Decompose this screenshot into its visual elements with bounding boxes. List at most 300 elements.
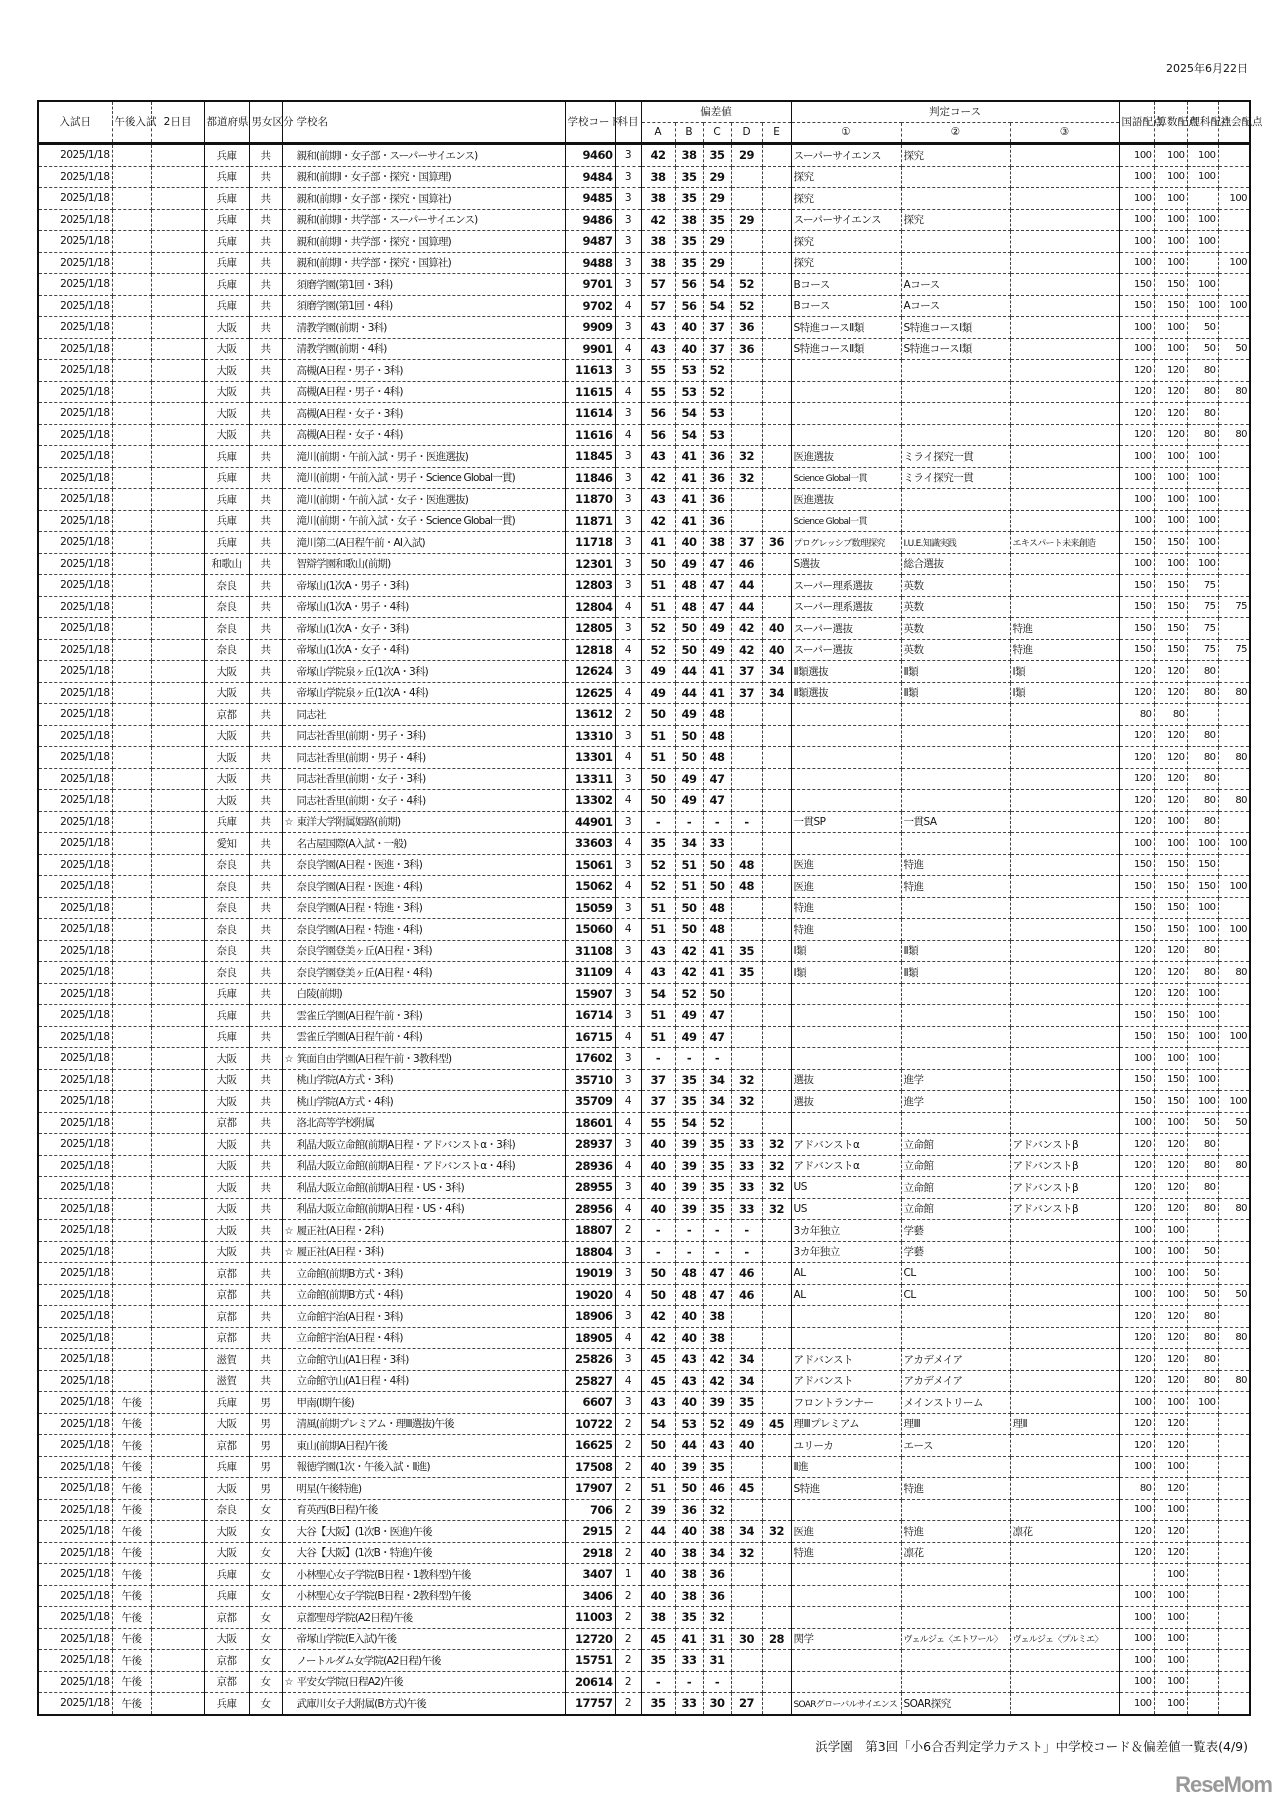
date-cell: 2025/1/18 <box>38 854 112 876</box>
table-row <box>38 596 1250 618</box>
dev-b-cell: 50 <box>675 639 703 661</box>
dev-c-cell: 41 <box>703 962 731 984</box>
subject-count-cell: 2 <box>615 1628 641 1650</box>
header-dev-e: E <box>762 123 791 144</box>
gender-cell: 男 <box>249 1456 282 1478</box>
course-1-cell: 選抜 <box>791 1091 901 1113</box>
points-sci-cell: 75 <box>1187 639 1218 661</box>
course-1-cell: AL <box>791 1284 901 1306</box>
points-sci-cell: 80 <box>1187 747 1218 769</box>
course-3-cell <box>1010 1585 1119 1607</box>
dev-e-cell <box>762 467 791 489</box>
dev-e-cell <box>762 424 791 446</box>
prefecture-cell: 大阪 <box>204 403 249 425</box>
table-row <box>38 1456 1250 1478</box>
pm-cell <box>112 596 151 618</box>
course-1-cell <box>791 360 901 382</box>
dev-e-cell <box>762 919 791 941</box>
school-code-cell: 13302 <box>565 790 615 812</box>
day2-cell <box>151 876 204 898</box>
date-cell: 2025/1/18 <box>38 747 112 769</box>
date-cell: 2025/1/18 <box>38 1306 112 1328</box>
course-2-cell <box>901 1607 1010 1629</box>
dev-c-cell: 41 <box>703 682 731 704</box>
points-soc-cell: 100 <box>1218 1091 1250 1113</box>
points-sci-cell: 100 <box>1187 1392 1218 1414</box>
dev-a-cell: 40 <box>641 1134 675 1156</box>
dev-c-cell: 36 <box>703 489 731 511</box>
dev-c-cell: 39 <box>703 1392 731 1414</box>
school-name-cell <box>282 811 565 833</box>
dev-b-cell: 38 <box>675 1585 703 1607</box>
prefecture-cell: 大阪 <box>204 424 249 446</box>
course-1-cell: S特進コースⅡ類 <box>791 317 901 339</box>
course-1-cell: スーパー選抜 <box>791 618 901 640</box>
gender-cell: 共 <box>249 403 282 425</box>
day2-cell <box>151 1650 204 1672</box>
school-code-cell: 12818 <box>565 639 615 661</box>
dev-a-cell: 51 <box>641 596 675 618</box>
subject-count-cell: 4 <box>615 1155 641 1177</box>
prefecture-cell: 大阪 <box>204 1198 249 1220</box>
dev-e-cell <box>762 704 791 726</box>
gender-cell: 共 <box>249 1069 282 1091</box>
school-name-cell <box>282 317 565 339</box>
day2-cell <box>151 1521 204 1543</box>
points-soc-cell <box>1218 144 1250 167</box>
points-math-cell: 150 <box>1154 876 1187 898</box>
pm-cell <box>112 768 151 790</box>
points-jp-cell: 120 <box>1119 381 1154 403</box>
points-jp-cell: 100 <box>1119 1284 1154 1306</box>
school-name: 立命館宇治(A日程・3科) <box>296 1310 403 1323</box>
pm-cell: 午後 <box>112 1499 151 1521</box>
table-row <box>38 704 1250 726</box>
dev-b-cell: 56 <box>675 295 703 317</box>
prefecture-cell: 和歌山 <box>204 553 249 575</box>
dev-d-cell <box>731 897 762 919</box>
school-name-cell <box>282 1220 565 1242</box>
points-soc-cell <box>1218 854 1250 876</box>
dev-e-cell <box>762 274 791 296</box>
points-jp-cell: 100 <box>1119 166 1154 188</box>
school-code-cell: 706 <box>565 1499 615 1521</box>
points-sci-cell: 100 <box>1187 553 1218 575</box>
subject-count-cell: 4 <box>615 1112 641 1134</box>
school-name: 大谷【大阪】(1次B・医進)午後 <box>296 1525 432 1538</box>
dev-a-cell: 38 <box>641 252 675 274</box>
points-jp-cell: 150 <box>1119 854 1154 876</box>
course-3-cell <box>1010 1542 1119 1564</box>
course-3-cell: エキスパート未来創造 <box>1010 532 1119 554</box>
course-2-cell <box>901 188 1010 210</box>
pm-cell: 午後 <box>112 1392 151 1414</box>
subject-count-cell: 2 <box>615 1693 641 1715</box>
points-sci-cell: 80 <box>1187 661 1218 683</box>
course-1-cell: 3カ年独立 <box>791 1220 901 1242</box>
pm-cell <box>112 983 151 1005</box>
table-row <box>38 467 1250 489</box>
course-3-cell <box>1010 295 1119 317</box>
table-row <box>38 295 1250 317</box>
school-name-cell <box>282 833 565 855</box>
school-name: 雲雀丘学園(A日程午前・3科) <box>296 1009 423 1022</box>
dev-e-cell <box>762 209 791 231</box>
subject-count-cell: 1 <box>615 1564 641 1586</box>
gender-cell: 共 <box>249 446 282 468</box>
dev-b-cell: 50 <box>675 919 703 941</box>
dev-b-cell: 39 <box>675 1177 703 1199</box>
school-code-cell: 12720 <box>565 1628 615 1650</box>
dev-c-cell: 49 <box>703 618 731 640</box>
dev-a-cell: 52 <box>641 854 675 876</box>
day2-cell <box>151 532 204 554</box>
course-1-cell <box>791 1048 901 1070</box>
table-row <box>38 424 1250 446</box>
school-name: 桃山学院(A方式・3科) <box>296 1074 393 1087</box>
school-name: 立命館宇治(A日程・4科) <box>296 1332 403 1345</box>
subject-count-cell: 3 <box>615 532 641 554</box>
day2-cell <box>151 962 204 984</box>
points-jp-cell: 100 <box>1119 1628 1154 1650</box>
day2-cell <box>151 338 204 360</box>
pm-cell: 午後 <box>112 1585 151 1607</box>
dev-d-cell: 27 <box>731 1693 762 1715</box>
dev-b-cell: 39 <box>675 1456 703 1478</box>
course-3-cell <box>1010 360 1119 382</box>
dev-d-cell: 34 <box>731 1370 762 1392</box>
dev-e-cell: 34 <box>762 682 791 704</box>
points-soc-cell: 80 <box>1218 790 1250 812</box>
prefecture-cell: 奈良 <box>204 897 249 919</box>
dev-b-cell: 53 <box>675 381 703 403</box>
gender-cell: 共 <box>249 1134 282 1156</box>
course-2-cell: SOAR探究 <box>901 1693 1010 1715</box>
pm-cell <box>112 575 151 597</box>
dev-d-cell <box>731 1585 762 1607</box>
dev-c-cell: 31 <box>703 1650 731 1672</box>
date-cell: 2025/1/18 <box>38 510 112 532</box>
date-cell: 2025/1/18 <box>38 424 112 446</box>
school-code-cell: 12301 <box>565 553 615 575</box>
points-sci-cell: 100 <box>1187 897 1218 919</box>
header-math: 算数配点 <box>1154 101 1187 144</box>
points-soc-cell <box>1218 575 1250 597</box>
points-jp-cell: 100 <box>1119 231 1154 253</box>
school-name: 清教学園(前期・3科) <box>296 321 387 334</box>
subject-count-cell: 4 <box>615 381 641 403</box>
dev-e-cell <box>762 1112 791 1134</box>
date-cell: 2025/1/18 <box>38 811 112 833</box>
school-name-cell <box>282 166 565 188</box>
points-soc-cell: 80 <box>1218 424 1250 446</box>
points-jp-cell: 150 <box>1119 897 1154 919</box>
gender-cell: 共 <box>249 768 282 790</box>
dev-b-cell: 35 <box>675 1069 703 1091</box>
gender-cell: 共 <box>249 854 282 876</box>
course-3-cell <box>1010 1112 1119 1134</box>
gender-cell: 共 <box>249 1198 282 1220</box>
course-2-cell <box>901 1005 1010 1027</box>
dev-b-cell: 54 <box>675 403 703 425</box>
course-2-cell <box>901 510 1010 532</box>
date-cell: 2025/1/18 <box>38 1542 112 1564</box>
school-code-cell: 18905 <box>565 1327 615 1349</box>
points-math-cell: 100 <box>1154 811 1187 833</box>
points-sci-cell: 150 <box>1187 876 1218 898</box>
course-1-cell: 医進 <box>791 854 901 876</box>
points-jp-cell: 120 <box>1119 1349 1154 1371</box>
table-row <box>38 1005 1250 1027</box>
date-cell: 2025/1/18 <box>38 962 112 984</box>
dev-c-cell: 38 <box>703 1306 731 1328</box>
gender-cell: 女 <box>249 1607 282 1629</box>
school-code-cell: 12625 <box>565 682 615 704</box>
course-3-cell <box>1010 854 1119 876</box>
dev-c-cell: - <box>703 1241 731 1263</box>
prefecture-cell: 京都 <box>204 1306 249 1328</box>
points-math-cell: 120 <box>1154 1435 1187 1457</box>
header-code: 学校コード <box>565 101 615 144</box>
points-soc-cell <box>1218 661 1250 683</box>
prefecture-cell: 京都 <box>204 1435 249 1457</box>
points-math-cell: 100 <box>1154 1220 1187 1242</box>
day2-cell <box>151 1456 204 1478</box>
header-course-2: ② <box>901 123 1010 144</box>
points-jp-cell: 150 <box>1119 575 1154 597</box>
dev-e-cell: 34 <box>762 661 791 683</box>
points-math-cell: 100 <box>1154 317 1187 339</box>
day2-cell <box>151 553 204 575</box>
table-row <box>38 790 1250 812</box>
pm-cell <box>112 489 151 511</box>
points-soc-cell <box>1218 897 1250 919</box>
school-name: 須磨学園(第1回・3科) <box>296 278 393 291</box>
table-row <box>38 231 1250 253</box>
pm-cell <box>112 1327 151 1349</box>
school-code-cell: 17508 <box>565 1456 615 1478</box>
school-name: 白陵(前期) <box>296 988 342 1001</box>
points-sci-cell: 80 <box>1187 1134 1218 1156</box>
points-jp-cell: 80 <box>1119 1478 1154 1500</box>
pm-cell <box>112 1220 151 1242</box>
dev-c-cell: 48 <box>703 704 731 726</box>
prefecture-cell: 大阪 <box>204 338 249 360</box>
gender-cell: 女 <box>249 1542 282 1564</box>
subject-count-cell: 4 <box>615 1091 641 1113</box>
school-code-cell: 3407 <box>565 1564 615 1586</box>
dev-c-cell: 35 <box>703 1177 731 1199</box>
dev-d-cell: 32 <box>731 446 762 468</box>
school-code-cell: 11616 <box>565 424 615 446</box>
course-1-cell: 選抜 <box>791 1069 901 1091</box>
dev-a-cell: 42 <box>641 144 675 167</box>
points-jp-cell: 100 <box>1119 1585 1154 1607</box>
points-sci-cell: 100 <box>1187 446 1218 468</box>
course-3-cell: 理Ⅱ <box>1010 1413 1119 1435</box>
school-name: 奈良学園(A日程・医進・4科) <box>296 880 423 893</box>
dev-e-cell <box>762 1091 791 1113</box>
dev-e-cell <box>762 983 791 1005</box>
dev-e-cell <box>762 811 791 833</box>
school-code-cell: 18807 <box>565 1220 615 1242</box>
course-3-cell <box>1010 940 1119 962</box>
subject-count-cell: 3 <box>615 274 641 296</box>
dev-e-cell <box>762 1005 791 1027</box>
dev-b-cell: 48 <box>675 1263 703 1285</box>
subject-count-cell: 4 <box>615 338 641 360</box>
day2-cell <box>151 1284 204 1306</box>
points-sci-cell: 100 <box>1187 1048 1218 1070</box>
points-soc-cell: 80 <box>1218 381 1250 403</box>
prefecture-cell: 大阪 <box>204 1091 249 1113</box>
day2-cell <box>151 983 204 1005</box>
date-cell: 2025/1/18 <box>38 682 112 704</box>
table-row <box>38 575 1250 597</box>
points-soc-cell <box>1218 1005 1250 1027</box>
course-3-cell <box>1010 1499 1119 1521</box>
dev-b-cell: 38 <box>675 209 703 231</box>
header-course-3: ③ <box>1010 123 1119 144</box>
table-row <box>38 983 1250 1005</box>
table-row <box>38 833 1250 855</box>
dev-c-cell: 47 <box>703 575 731 597</box>
points-sci-cell: 50 <box>1187 1241 1218 1263</box>
subject-count-cell: 3 <box>615 1349 641 1371</box>
points-soc-cell: 100 <box>1218 833 1250 855</box>
gender-cell: 共 <box>249 317 282 339</box>
resemom-logo: ReseMom <box>1175 1772 1272 1797</box>
school-name-cell <box>282 1005 565 1027</box>
course-1-cell <box>791 403 901 425</box>
points-soc-cell <box>1218 1263 1250 1285</box>
school-code-cell: 9909 <box>565 317 615 339</box>
date-cell: 2025/1/18 <box>38 768 112 790</box>
school-name-cell <box>282 1091 565 1113</box>
day2-cell <box>151 209 204 231</box>
course-2-cell <box>901 1564 1010 1586</box>
school-name-cell <box>282 1628 565 1650</box>
course-2-cell: 立命館 <box>901 1177 1010 1199</box>
date-cell: 2025/1/18 <box>38 553 112 575</box>
dev-d-cell: 33 <box>731 1177 762 1199</box>
school-code-cell: 28937 <box>565 1134 615 1156</box>
dev-d-cell: 37 <box>731 532 762 554</box>
dev-a-cell: 42 <box>641 209 675 231</box>
date-cell: 2025/1/18 <box>38 725 112 747</box>
dev-b-cell: - <box>675 1220 703 1242</box>
day2-cell <box>151 1112 204 1134</box>
points-sci-cell <box>1187 1413 1218 1435</box>
course-3-cell <box>1010 768 1119 790</box>
dev-b-cell: 44 <box>675 682 703 704</box>
day2-cell <box>151 252 204 274</box>
dev-c-cell: - <box>703 1671 731 1693</box>
dev-e-cell <box>762 1650 791 1672</box>
date-cell: 2025/1/18 <box>38 790 112 812</box>
dev-c-cell: 29 <box>703 252 731 274</box>
dev-b-cell: 33 <box>675 1650 703 1672</box>
course-2-cell: アカデメイア <box>901 1349 1010 1371</box>
date-cell: 2025/1/18 <box>38 360 112 382</box>
dev-d-cell <box>731 1650 762 1672</box>
school-name-cell <box>282 1069 565 1091</box>
dev-a-cell: 45 <box>641 1628 675 1650</box>
dev-d-cell <box>731 252 762 274</box>
points-soc-cell <box>1218 1349 1250 1371</box>
points-jp-cell: 100 <box>1119 1693 1154 1715</box>
points-sci-cell: 100 <box>1187 166 1218 188</box>
school-name: 帝塚山学院泉ヶ丘(1次A・4科) <box>296 687 428 700</box>
table-row <box>38 510 1250 532</box>
points-math-cell: 120 <box>1154 661 1187 683</box>
dev-d-cell: - <box>731 811 762 833</box>
school-name-cell <box>282 1499 565 1521</box>
points-sci-cell: 100 <box>1187 1005 1218 1027</box>
dev-a-cell: 50 <box>641 1284 675 1306</box>
course-1-cell <box>791 1026 901 1048</box>
points-math-cell: 100 <box>1154 338 1187 360</box>
points-jp-cell: 120 <box>1119 661 1154 683</box>
school-code-cell: 11846 <box>565 467 615 489</box>
day2-cell <box>151 618 204 640</box>
date-cell: 2025/1/18 <box>38 1628 112 1650</box>
course-1-cell: S特進コースⅡ類 <box>791 338 901 360</box>
course-2-cell: 立命館 <box>901 1198 1010 1220</box>
table-row <box>38 940 1250 962</box>
dev-b-cell: 48 <box>675 575 703 597</box>
points-sci-cell: 100 <box>1187 510 1218 532</box>
day2-cell <box>151 1499 204 1521</box>
dev-e-cell <box>762 295 791 317</box>
points-soc-cell <box>1218 768 1250 790</box>
dev-a-cell: 44 <box>641 1521 675 1543</box>
points-soc-cell <box>1218 1478 1250 1500</box>
points-jp-cell: 120 <box>1119 403 1154 425</box>
dev-c-cell: 34 <box>703 1069 731 1091</box>
dev-a-cell: - <box>641 1220 675 1242</box>
dev-c-cell: 47 <box>703 768 731 790</box>
course-1-cell: 医進 <box>791 876 901 898</box>
course-3-cell <box>1010 489 1119 511</box>
prefecture-cell: 滋賀 <box>204 1370 249 1392</box>
table-row <box>38 1499 1250 1521</box>
dev-b-cell: 40 <box>675 532 703 554</box>
dev-d-cell: 36 <box>731 317 762 339</box>
dev-c-cell: 35 <box>703 1456 731 1478</box>
points-jp-cell: 120 <box>1119 1155 1154 1177</box>
day2-cell <box>151 919 204 941</box>
table-row <box>38 1349 1250 1371</box>
date-cell: 2025/1/18 <box>38 1349 112 1371</box>
dev-e-cell <box>762 854 791 876</box>
subject-count-cell: 3 <box>615 575 641 597</box>
points-math-cell: 120 <box>1154 768 1187 790</box>
dev-a-cell: - <box>641 1048 675 1070</box>
table-row <box>38 725 1250 747</box>
course-2-cell: アカデメイア <box>901 1370 1010 1392</box>
points-jp-cell: 150 <box>1119 532 1154 554</box>
school-name: 東山(前期A日程)午後 <box>296 1439 388 1452</box>
day2-cell <box>151 1091 204 1113</box>
gender-cell: 女 <box>249 1650 282 1672</box>
dev-b-cell: 49 <box>675 704 703 726</box>
dev-d-cell: 37 <box>731 661 762 683</box>
dev-a-cell: 42 <box>641 467 675 489</box>
dev-d-cell: - <box>731 1241 762 1263</box>
points-jp-cell: 120 <box>1119 1134 1154 1156</box>
points-math-cell: 150 <box>1154 618 1187 640</box>
